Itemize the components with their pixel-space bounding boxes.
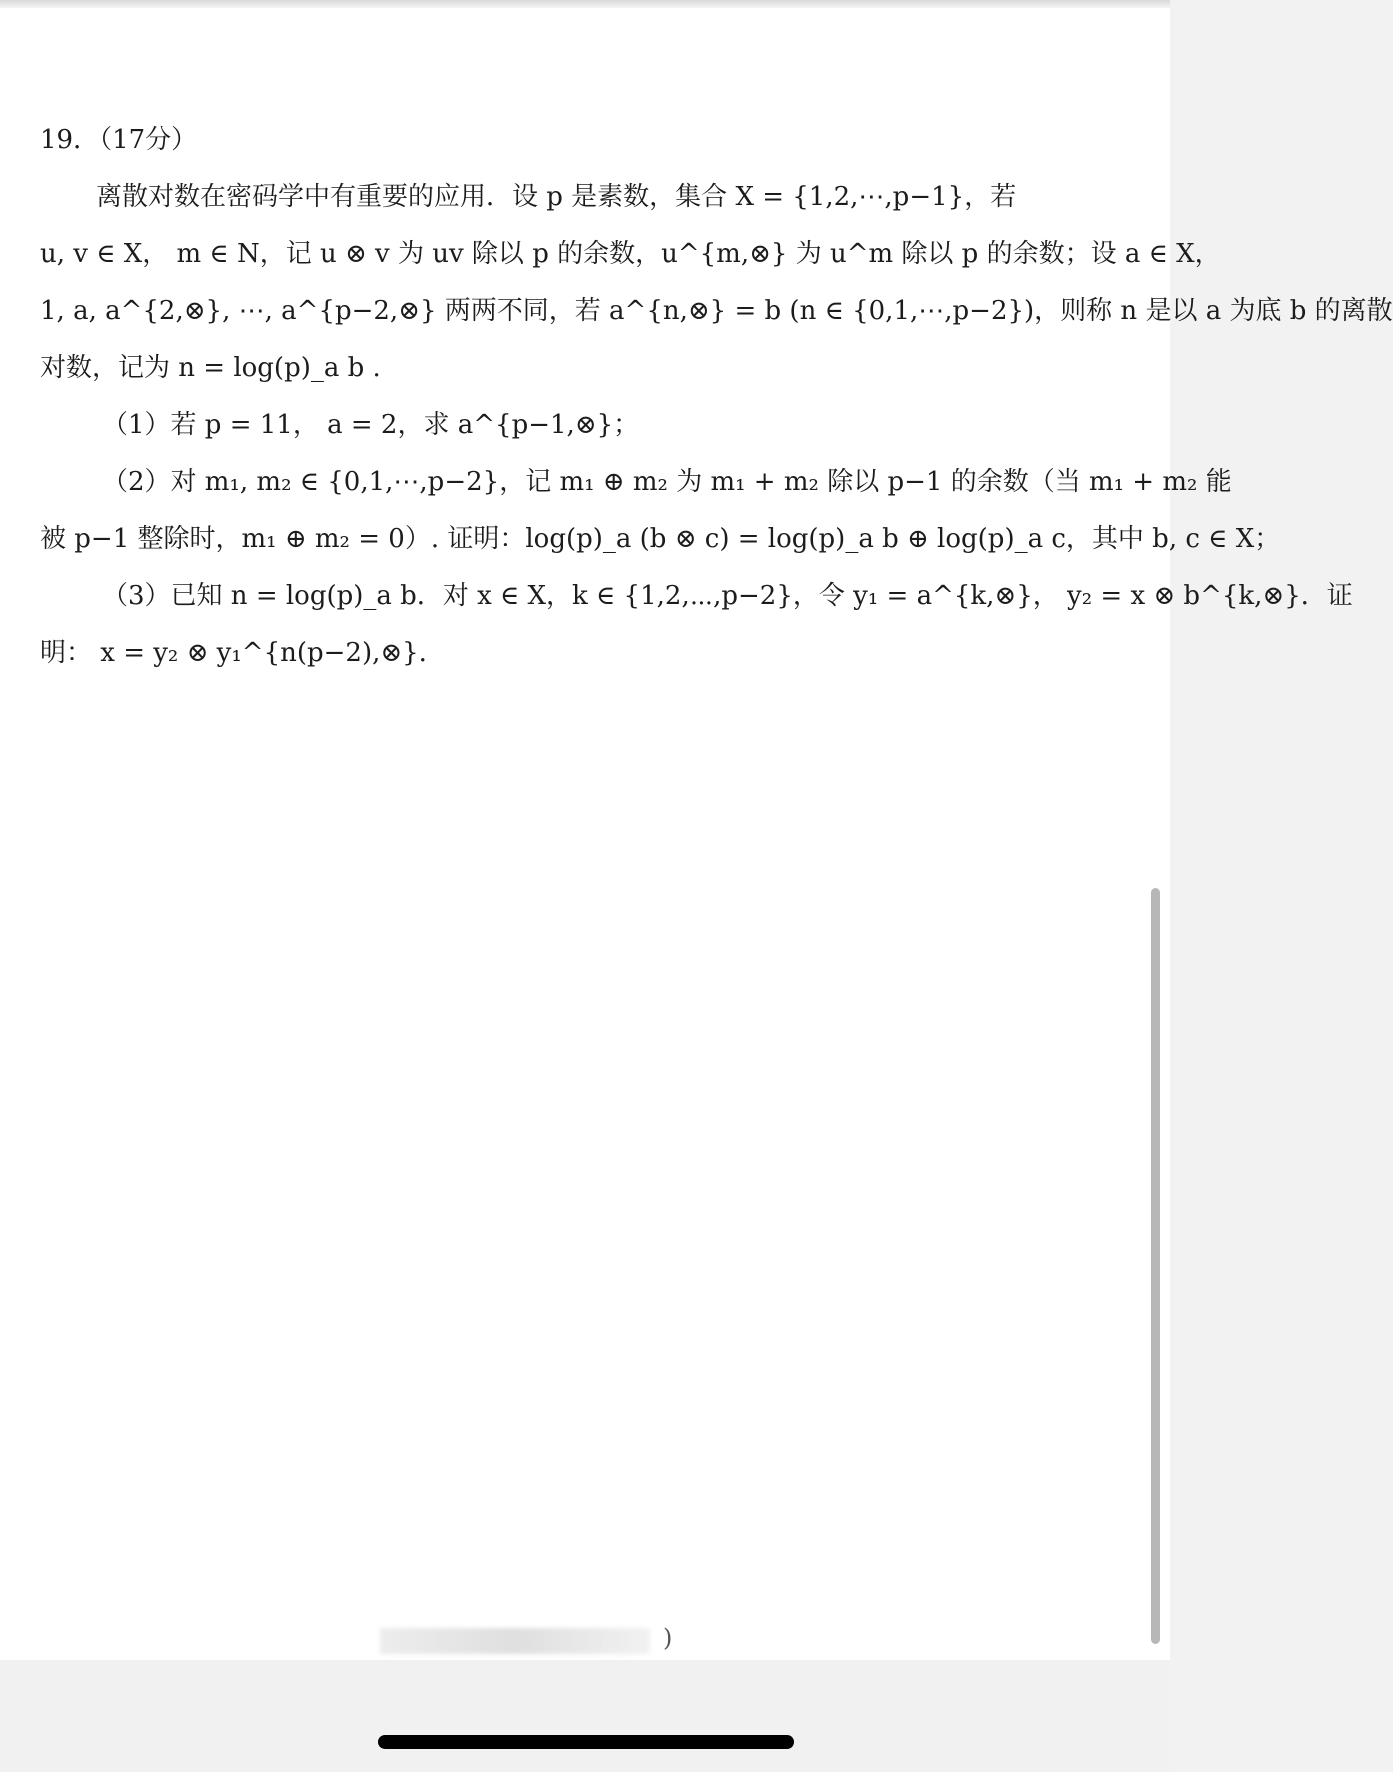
part-1: （1）若 p = 11， a = 2，求 a^{p−1,⊗}； — [102, 410, 640, 440]
part-3-line-1: （3）已知 n = log(p)_a b．对 x ∈ X，k ∈ {1,2,⋯,p−2}，令 y₁ = a^{k,⊗}， y₂ = x ⊗ b^{k,⊗}．证 — [102, 581, 1353, 611]
page-footer — [380, 1622, 680, 1660]
part-2-line-1: （2）对 m₁, m₂ ∈ {0,1,⋯,p−2}，记 m₁ ⊕ m₂ 为 m₁ + m₂ 除以 p−1 的余数（当 m₁ + m₂ 能 — [102, 467, 1232, 497]
problem-19 — [40, 112, 1393, 682]
problem-header: 19．（17分） — [40, 125, 198, 155]
bottom-bar — [0, 1660, 1170, 1772]
document-page — [0, 8, 1393, 1660]
scrollbar[interactable] — [1151, 888, 1160, 1644]
footer-closing-paren: ) — [663, 1624, 673, 1652]
part-2-line-2: 被 p−1 整除时，m₁ ⊕ m₂ = 0）. 证明：log(p)_a (b ⊗ c) = log(p)_a b ⊕ log(p)_a c，其中 b, c ∈ X； — [40, 524, 1281, 554]
intro-line-3: 1, a, a^{2,⊗}, ⋯, a^{p−2,⊗} 两两不同，若 a^{n,⊗} = b (n ∈ {0,1,⋯,p−2})，则称 n 是以 a 为底 b 的离散 — [40, 296, 1393, 326]
top-edge — [0, 0, 1170, 8]
intro-line-4: 对数，记为 n = log(p)_a b . — [40, 353, 381, 383]
intro-line-2: u, v ∈ X， m ∈ N，记 u ⊗ v 为 uv 除以 p 的余数，u^{m,⊗} 为 u^m 除以 p 的余数；设 a ∈ X， — [40, 239, 1221, 269]
intro-line-1: 离散对数在密码学中有重要的应用．设 p 是素数，集合 X = {1,2,⋯,p−1}，若 — [96, 182, 1017, 212]
blurred-footer-text — [380, 1628, 650, 1654]
home-indicator[interactable] — [378, 1735, 794, 1749]
part-3-line-2: 明： x = y₂ ⊗ y₁^{n(p−2),⊗}． — [40, 638, 445, 668]
